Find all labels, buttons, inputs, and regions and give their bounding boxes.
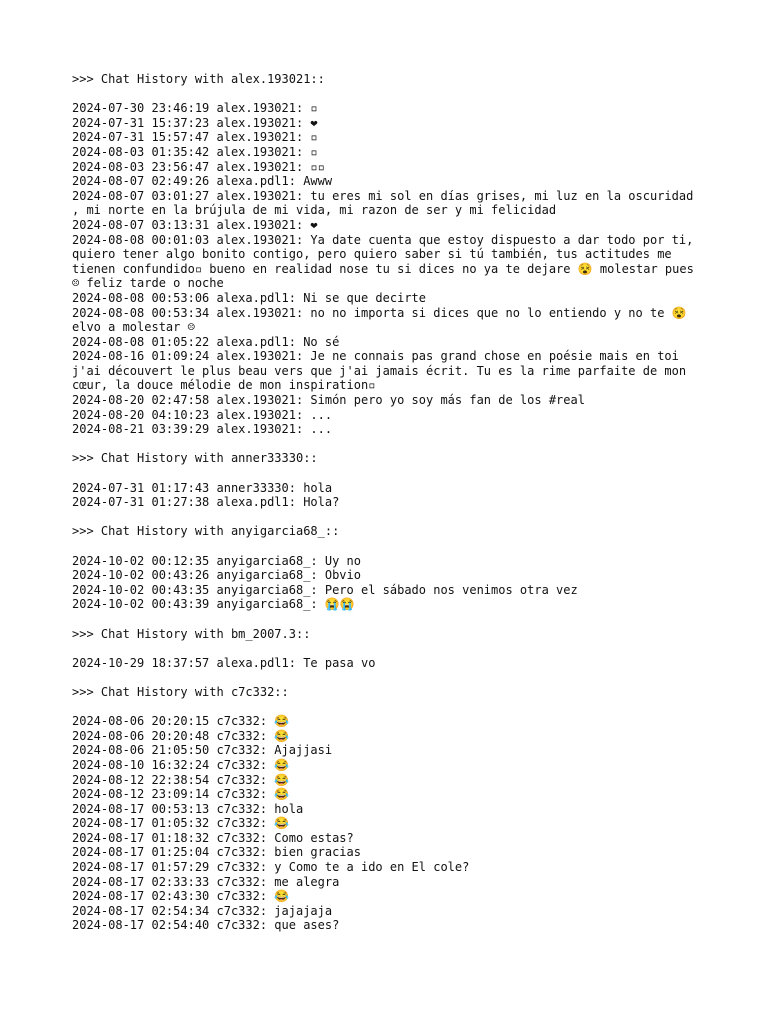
chat-line: 2024-08-17 02:33:33 c7c332: me alegra (72, 874, 340, 889)
chat-section-anyigarcia (72, 524, 696, 612)
chat-line: 2024-07-30 23:46:19 alex.193021: ▫ (72, 101, 318, 116)
chat-line: 2024-08-17 02:43:30 c7c332: 😂 (72, 889, 290, 904)
chat-line: 2024-10-02 00:43:26 anyigarcia68_: Obvio (72, 568, 361, 583)
chat-line: 2024-08-03 23:56:47 alex.193021: ▫▫ (72, 159, 325, 174)
chat-line: 2024-08-17 01:05:32 c7c332: 😂 (72, 816, 290, 831)
chat-history-header: >>> Chat History with anner33330:: (72, 451, 318, 466)
chat-line: 2024-08-06 21:05:50 c7c332: Ajajjasi (72, 743, 333, 758)
chat-line: 2024-08-12 23:09:14 c7c332: 😂 (72, 787, 290, 802)
chat-line: 2024-07-31 15:37:23 alex.193021: ❤ (72, 115, 318, 130)
chat-section-bm (72, 627, 696, 671)
chat-line: 2024-08-07 03:13:31 alex.193021: ❤ (72, 217, 318, 232)
chat-line: 2024-08-06 20:20:48 c7c332: 😂 (72, 728, 290, 743)
chat-section-c7c332 (72, 685, 696, 933)
chat-history-document (72, 72, 701, 948)
chat-line: 2024-08-10 16:32:24 c7c332: 😂 (72, 757, 290, 772)
chat-line: 2024-08-08 01:05:22 alexa.pdl1: No sé (72, 334, 340, 349)
chat-history-header: >>> Chat History with c7c332:: (72, 684, 289, 699)
chat-line: 2024-10-29 18:37:57 alexa.pdl1: Te pasa vo (72, 655, 376, 670)
chat-line: 2024-08-07 02:49:26 alexa.pdl1: Awww (72, 174, 333, 189)
chat-line: 2024-10-02 00:43:39 anyigarcia68_: 😭😭 (72, 597, 355, 612)
chat-line: 2024-08-17 02:54:40 c7c332: que ases? (72, 918, 340, 933)
chat-line: 2024-08-08 00:53:34 alex.193021: no no importa si dices que no lo entiendo y no te 😵elvo a molestar ☹ (72, 305, 687, 335)
chat-line: 2024-08-17 00:53:13 c7c332: hola (72, 801, 304, 816)
chat-line: 2024-07-31 01:17:43 anner33330: hola (72, 480, 333, 495)
chat-line: 2024-10-02 00:12:35 anyigarcia68_: Uy no (72, 553, 361, 568)
chat-line: 2024-08-08 00:53:06 alexa.pdl1: Ni se que decirte (72, 290, 427, 305)
chat-line: 2024-08-16 01:09:24 alex.193021: Je ne connais pas grand chose en poésie mais en toi j'ai découvert le plus beau vers que j'ai jamais écrit. Tu es la rime parfaite de mon cœur, la douce mélodie de mon inspiration▫ (72, 349, 694, 393)
chat-line: 2024-08-17 01:18:32 c7c332: Como estas? (72, 830, 354, 845)
chat-section-alex (72, 72, 701, 437)
chat-history-header: >>> Chat History with anyigarcia68_:: (72, 524, 340, 539)
chat-line: 2024-10-02 00:43:35 anyigarcia68_: Pero el sábado nos venimos otra vez (72, 582, 578, 597)
chat-line: 2024-08-12 22:38:54 c7c332: 😂 (72, 772, 290, 787)
chat-history-header: >>> Chat History with bm_2007.3:: (72, 626, 311, 641)
chat-history-header: >>> Chat History with alex.193021:: (72, 72, 325, 86)
chat-line: 2024-08-20 04:10:23 alex.193021: ... (72, 407, 333, 422)
chat-line: 2024-07-31 15:57:47 alex.193021: ▫ (72, 130, 318, 145)
chat-line: 2024-08-17 01:25:04 c7c332: bien gracias (72, 845, 361, 860)
chat-line: 2024-08-03 01:35:42 alex.193021: ▫ (72, 144, 318, 159)
chat-line: 2024-08-07 03:01:27 alex.193021: tu eres mi sol en días grises, mi luz en la oscuridad , mi norte en la brújula de mi vida, mi razon de ser y mi felicidad (72, 188, 701, 218)
chat-line: 2024-08-20 02:47:58 alex.193021: Simón pero yo soy más fan de los #real (72, 393, 585, 408)
chat-line: 2024-08-21 03:39:29 alex.193021: ... (72, 422, 333, 437)
chat-line: 2024-07-31 01:27:38 alexa.pdl1: Hola? (72, 495, 340, 510)
chat-section-anner (72, 451, 696, 509)
chat-line: 2024-08-06 20:20:15 c7c332: 😂 (72, 714, 290, 729)
chat-line: 2024-08-17 01:57:29 c7c332: y Como te a ido en El cole? (72, 860, 470, 875)
chat-line: 2024-08-08 00:01:03 alex.193021: Ya date cuenta que estoy dispuesto a dar todo por ti, quiero tener algo bonito contigo, pero quiero saber si tú también, tus actitudes me tienen confundido▫ bueno en realidad nose tu si dices no ya te dejare 😵 molestar pues☹ feliz tarde o noche (72, 232, 701, 291)
chat-line: 2024-08-17 02:54:34 c7c332: jajajaja (72, 903, 333, 918)
